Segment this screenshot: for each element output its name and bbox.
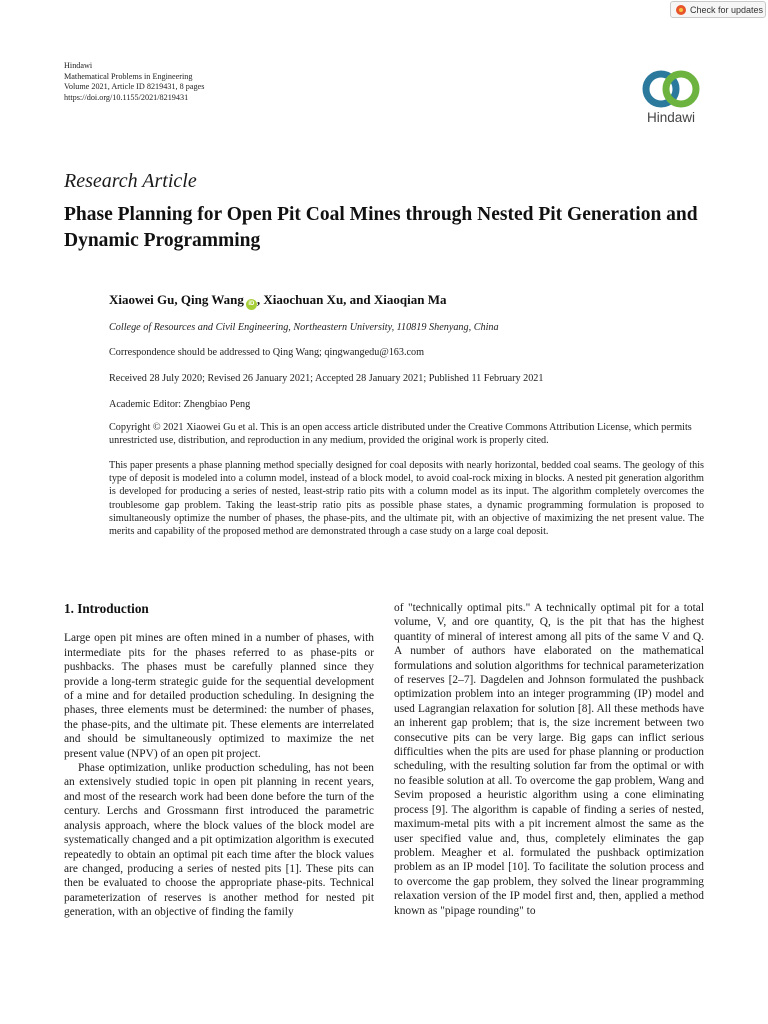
check-for-updates-button[interactable] bbox=[670, 1, 766, 18]
hindawi-logo bbox=[632, 66, 710, 125]
hindawi-rings-icon bbox=[638, 66, 704, 112]
section-heading: 1. Introduction bbox=[64, 601, 149, 616]
journal-name: Mathematical Problems in Engineering bbox=[64, 71, 193, 81]
abstract: This paper presents a phase planning method specially designed for coal deposits with nearly horizontal, bedded coal seams. The geology of this type of deposit is modeled into a column model, instead of a block model, to avoid coal-rock mixing in blocks. A nested pit generation algorithm is developed for producing a series of nested, least-strip ratio pits with a column model as its input. The algorithm completely overcomes the troublesome gap problem. Taking the least-strip ratio pits as possible phase states, a dynamic programming formulation is proposed to simultaneously optimize the number of phases, the phase-pits, and the ultimate pit, with an objective of maximizing the net present value. The merits and capability of the proposed method are demonstrated through a case study on a large coal deposit. bbox=[109, 460, 704, 538]
publisher-name: Hindawi bbox=[64, 61, 93, 70]
affiliation: College of Resources and Civil Engineering, Northeastern University, 110819 Shenyang, China bbox=[109, 322, 499, 333]
copyright-notice: Copyright © 2021 Xiaowei Gu et al. This is an open access article distributed under the Creative Commons Attribution License, which permits unrestricted use, distribution, and reproduction in any medium, provided the original work is properly cited. bbox=[109, 422, 692, 447]
authors-rest: , Xiaochuan Xu, and Xiaoqian Ma bbox=[256, 292, 447, 307]
left-column bbox=[64, 600, 374, 920]
doi-link[interactable]: https://doi.org/10.1155/2021/8219431 bbox=[64, 92, 189, 102]
correspondence: Correspondence should be addressed to Qing Wang; qingwangedu@163.com bbox=[109, 347, 425, 358]
check-updates-label: Check for updates bbox=[690, 4, 764, 15]
logo-wordmark: Hindawi bbox=[646, 110, 696, 125]
crossmark-icon bbox=[676, 5, 686, 15]
author-list bbox=[109, 292, 446, 310]
orcid-icon[interactable]: iD bbox=[246, 299, 257, 310]
academic-editor: Academic Editor: Zhengbiao Peng bbox=[109, 399, 251, 410]
authors-first: Xiaowei Gu, Qing Wang bbox=[109, 292, 244, 307]
paragraph: Phase optimization, unlike production scheduling, has not been an extensively studied topic in open pit planning in recent years, and most of the research work had been done before the turn of the century. Lerchs and Grossmann first introduced the parametric analysis approach, where the block values of the block model are systematically changed and a pit optimization algorithm is executed repeatedly to obtain an optimal pit each time after the block values are changed, producing a series of nested pits [1]. These pits can then be evaluated to choose the appropriate phase-pits. Technical parameterization of reserves is another method for nested pit generation, with an objective of finding the family bbox=[64, 762, 374, 919]
volume-line: Volume 2021, Article ID 8219431, 8 pages bbox=[64, 82, 205, 92]
paper-title: Phase Planning for Open Pit Coal Mines through Nested Pit Generation and Dynamic Programming bbox=[64, 204, 698, 251]
right-column bbox=[394, 601, 704, 918]
paragraph: Large open pit mines are often mined in a number of phases, with intermediate pits for the phases referred to as phase-pits or pushbacks. The phases must be carefully planned since they provide a long-term strategic guide for the sequential development of a mine and for detailed production scheduling. In designing the phases, three elements must be determined: the number of phases, the phase-pits, and the ultimate pit. These elements are interrelated and should be simultaneously optimized to maximize the net present value (NPV) of an open pit project. bbox=[64, 632, 374, 760]
article-type: Research Article bbox=[64, 170, 197, 192]
journal-meta bbox=[64, 61, 204, 103]
paragraph: of "technically optimal pits." A technically optimal pit for a total volume, V, and ore quantity, Q, is the pit that has the highest quantity of mineral of interest among all pits of the same V and Q. A number of authors have elaborated on the mathematical formulations and solution algorithms for technical parameterization of reserves [2–7]. Dagdelen and Johnson formulated the pushback optimization problem into an integer programming (IP) model and used Lagrangian relaxation for solution [8]. All these methods have an inherent gap problem; that is, the size increment between two consecutive pits can be very large. Big gaps can inflict serious difficulties when the pits are used for phase planning or production scheduling, with the resulting solution far from the optimal or with no feasible solution at all. To overcome the gap problem, Wang and Sevim proposed a heuristic algorithm using a cone eliminating process [9]. The algorithm is capable of finding a series of nested, maximum-metal pits with a pit increment almost the same as the user specified value and, thus, completely eliminates the gap problem. Meagher et al. formulated the pushback optimization problem as an IP model [10]. To facilitate the solution process and to overcome the gap problem, they solved the linear programming relaxation version of the IP model first and, then, applied a method known as "pipage rounding" to bbox=[394, 602, 704, 917]
publication-dates: Received 28 July 2020; Revised 26 January 2021; Accepted 28 January 2021; Published 11 February 2021 bbox=[109, 373, 544, 384]
